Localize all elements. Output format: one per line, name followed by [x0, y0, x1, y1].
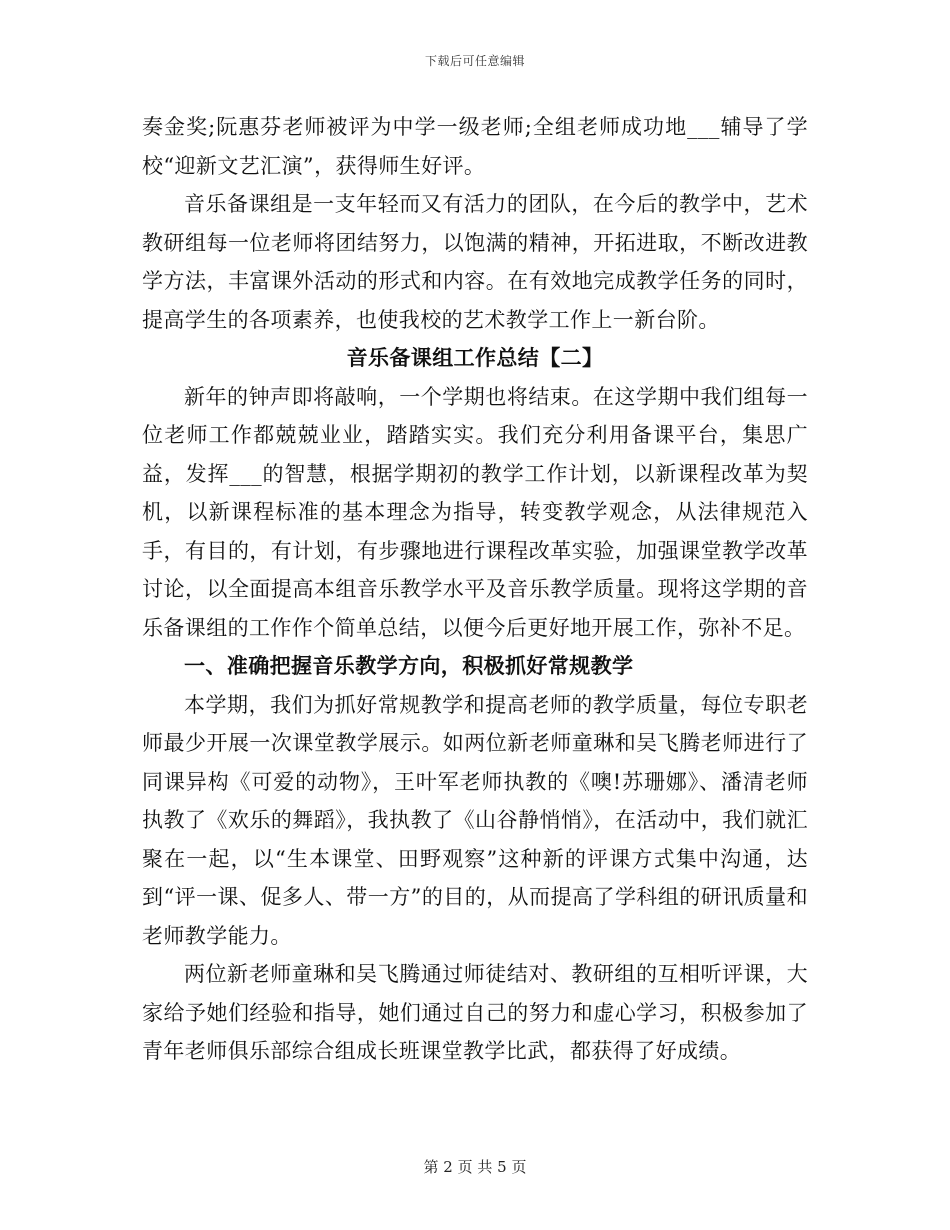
- paragraph-new-teachers: 两位新老师童琳和吴飞腾通过师徒结对、教研组的互相听评课，大家给予她们经验和指导，她们通过自己的努力和虚心学习，积极参加了青年老师俱乐部综合组成长班课堂教学比武，都获得了好成绩。: [142, 962, 808, 1063]
- page-number-footer: 第 2 页 共 5 页: [423, 1158, 527, 1176]
- document-body: [142, 108, 808, 1071]
- section-title-summary-two: 音乐备课组工作总结【二】: [346, 345, 604, 370]
- paragraph-award-continuation: 奏金奖;阮惠芬老师被评为中学一级老师;全组老师成功地___辅导了学校“迎新文艺汇演”，获得师生好评。: [142, 115, 808, 178]
- paragraph-teaching-demonstrations: 本学期，我们为抓好常规教学和提高老师的教学质量，每位专职老师最少开展一次课堂教学展示。如两位新老师童琳和吴飞腾老师进行了同课异构《可爱的动物》，王叶军老师执教的《噢!苏珊娜》、潘清老师执教了《欢乐的舞蹈》，我执教了《山谷静悄悄》，在活动中，我们就汇聚在一起，以“生本课堂、田野观察”这种新的评课方式集中沟通，达到“评一课、促多人、带一方”的目的，从而提高了学科组的研讯质量和老师教学能力。: [142, 692, 808, 948]
- paragraph-semester-intro: 新年的钟声即将敲响，一个学期也将结束。在这学期中我们组每一位老师工作都兢兢业业，踏踏实实。我们充分利用备课平台，集思广益，发挥___的智慧，根据学期初的教学工作计划，以新课程改革为契机，以新课程标准的基本理念为指导，转变教学观念，从法律规范入手，有目的，有计划，有步骤地进行课程改革实验，加强课堂教学改革讨论，以全面提高本组音乐教学水平及音乐教学质量。现将这学期的音乐备课组的工作作个简单总结，以便今后更好地开展工作，弥补不足。: [142, 384, 808, 640]
- section-heading-routine-teaching: 一、准确把握音乐教学方向，积极抓好常规教学: [184, 653, 634, 678]
- paragraph-team-outlook: 音乐备课组是一支年轻而又有活力的团队，在今后的教学中，艺术教研组每一位老师将团结努力，以饱满的精神，开拓进取，不断改进教学方法，丰富课外活动的形式和内容。在有效地完成教学任务的同时，提高学生的各项素养，也使我校的艺术教学工作上一新台阶。: [142, 192, 808, 332]
- page-header-note: 下载后可任意编辑: [424, 54, 525, 68]
